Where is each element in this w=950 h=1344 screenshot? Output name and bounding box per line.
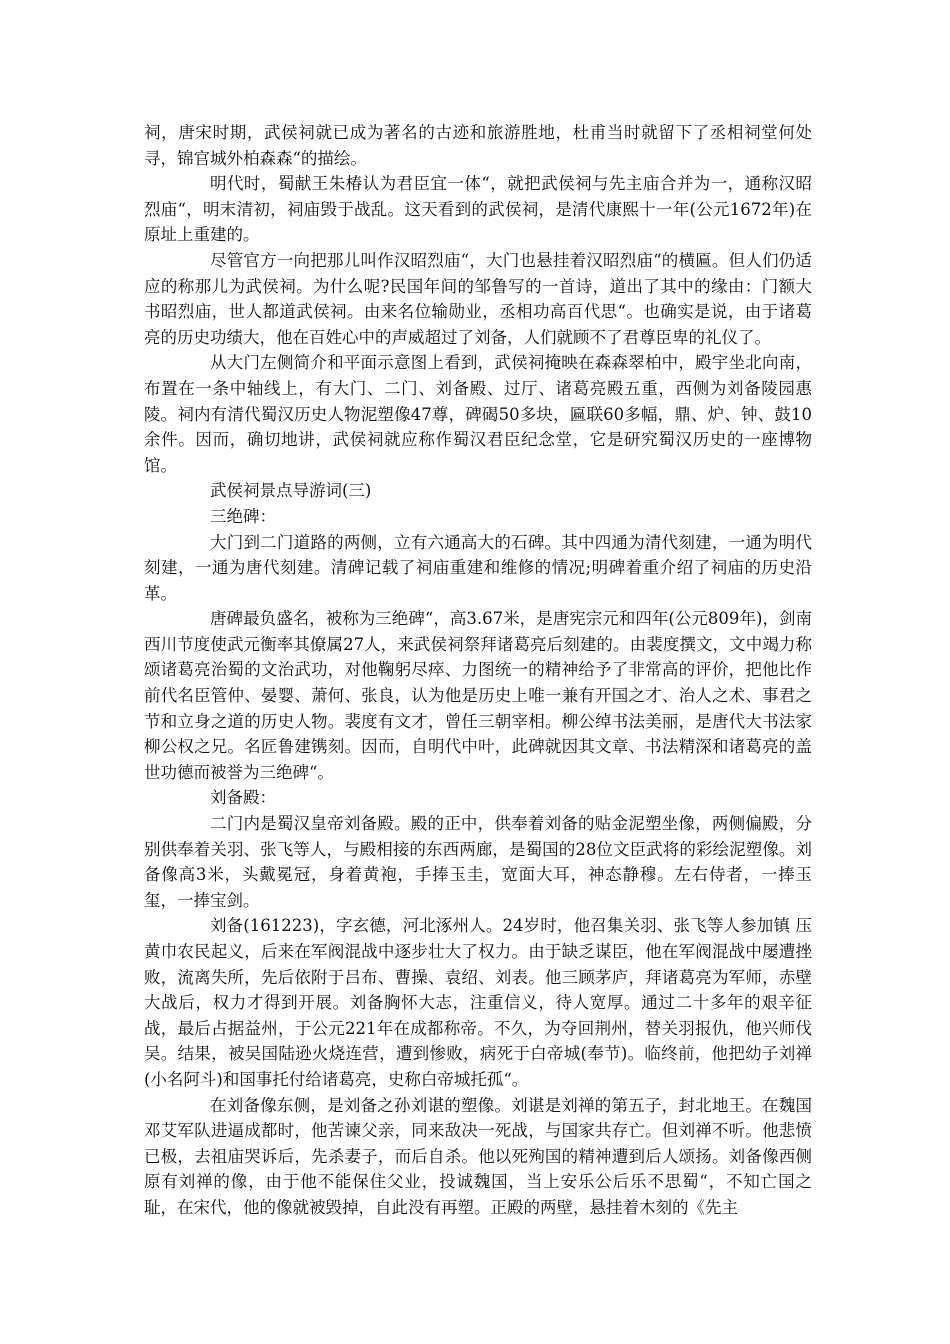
document-page xyxy=(144,120,812,1221)
paragraph-liu-bei-hall: 二门内是蜀汉皇帝刘备殿。殿的正中，供奉着刘备的贴金泥塑坐像，两侧偏殿，分别供奉着关羽、张飞等人，与殿相接的东西两廊，是蜀国的28位文臣武将的彩绘泥塑像。刘备像高3米，头戴冕冠，身着黄袍，手捧玉圭，宽面大耳，神态静穆。左右侍者，一捧玉玺，一捧宝剑。 xyxy=(144,814,812,910)
paragraph-zhaolie-temple-name: 尽管官方一向把那儿叫作汉昭烈庙“，大门也悬挂着汉昭烈庙“的横匾。但人们仍适应的称那儿为武侯祠。为什么呢?民国年间的邹鲁写的一首诗，道出了其中的缘由：门额大书昭烈庙，世人都道武侯祠。由来名位输勋业，丞相功高百代思“。也确实是说，由于诸葛亮的历史功绩大，他在百姓心中的声威超过了刘备，人们就顾不了君尊臣卑的礼仪了。 xyxy=(144,250,812,347)
paragraph-liu-chen-statue: 在刘备像东侧，是刘备之孙刘谌的塑像。刘谌是刘禅的第五子，封北地王。在魏国邓艾军队进逼成都时，他苦谏父亲，同来敌决一死战，与国家共存亡。但刘禅不听。他悲愤已极，去祖庙哭诉后，先杀妻子，而后自杀。他以死殉国的精神遭到后人颂扬。刘备像西侧原有刘禅的像，由于他不能保住父业，投诚魏国，当上安乐公后乐不思蜀“，不知亡国之耻，在宋代，他的像就被毁掉，自此没有再塑。正殿的两壁，悬挂着木刻的《先主 xyxy=(144,1095,812,1217)
paragraph-liu-bei-biography: 刘备(161223)，字玄德，河北涿州人。24岁时，他召集关羽、张飞等人参加镇 压黄巾农民起义，后来在军阀混战中逐步壮大了权力。由于缺乏谋臣，他在军阀混战中屡遭挫败，流离失所，先后依附于吕布、曹操、袁绍、刘表。他三顾茅庐，拜诸葛亮为军师，赤壁大战后，权力才得到开展。刘备胸怀大志，注重信义，待人宽厚。通过二十多年的艰辛征战，最后占据益州，于公元221年在成都称帝。不久，为夺回荆州，替关羽报仇，他兴师伐吴。结果，被吴国陆逊火烧连营，遭到惨败，病死于白帝城(奉节)。临终前，他把幼子刘禅(小名阿斗)和国事托付给诸葛亮，史称白帝城托孤“。 xyxy=(144,916,812,1089)
paragraph-layout-overview: 从大门左侧简介和平面示意图上看到，武侯祠掩映在森森翠柏中，殿宇坐北向南，布置在一条中轴线上，有大门、二门、刘备殿、过厅、诸葛亮殿五重，西侧为刘备陵园惠陵。祠内有清代蜀汉历史人物泥塑像47尊，碑碣50多块，匾联60多幅，鼎、炉、钟、鼓10余件。因而，确切地讲，武侯祠就应称作蜀汉君臣纪念堂，它是研究蜀汉历史的一座博物馆。 xyxy=(144,353,812,475)
subheading-liu-bei-hall: 刘备殿： xyxy=(210,788,276,808)
paragraph-ming-dynasty: 明代时，蜀献王朱椿认为君臣宜一体“，就把武侯祠与先主庙合并为一，通称汉昭烈庙“，明末清初，祠庙毁于战乱。这天看到的武侯祠，是清代康熙十一年(公元1672年)在原址上重建的。 xyxy=(144,174,812,245)
paragraph-steles-intro: 大门到二门道路的两侧，立有六通高大的石碑。其中四通为清代刻建，一通为明代刻建，一通为唐代刻建。清碑记载了祠庙重建和维修的情况;明碑着重介绍了祠庙的历史沿革。 xyxy=(144,532,812,603)
subheading-three-excellence-stele: 三绝碑： xyxy=(210,506,276,526)
paragraph-tang-stele: 唐碑最负盛名，被称为三绝碑“，高3.67米，是唐宪宗元和四年(公元809年)，剑南西川节度使武元衡率其僚属27人，来武侯祠祭拜诸葛亮后刻建的。由裴度撰文，文中竭力称颂诸葛亮治蜀的文治武功，对他鞠躬尽瘁、力图统一的精神给予了非常高的评价，把他比作前代名臣管仲、晏婴、萧何、张良，认为他是历史上唯一兼有开国之才、治人之术、事君之节和立身之道的历史人物。裴度有文才，曾任三朝宰相。柳公绰书法美丽，是唐代大书法家柳公权之兄。名匠鲁建镌刻。因而，自明代中叶，此碑就因其文章、书法精深和诸葛亮的盖世功德而被誉为三绝碑“。 xyxy=(144,609,812,782)
section-title-guide-three: 武侯祠景点导游词(三) xyxy=(210,481,372,501)
paragraph-continuation-wuhouci: 祠，唐宋时期，武侯祠就已成为著名的古迹和旅游胜地，杜甫当时就留下了丞相祠堂何处寻，锦官城外柏森森“的描绘。 xyxy=(144,123,812,168)
